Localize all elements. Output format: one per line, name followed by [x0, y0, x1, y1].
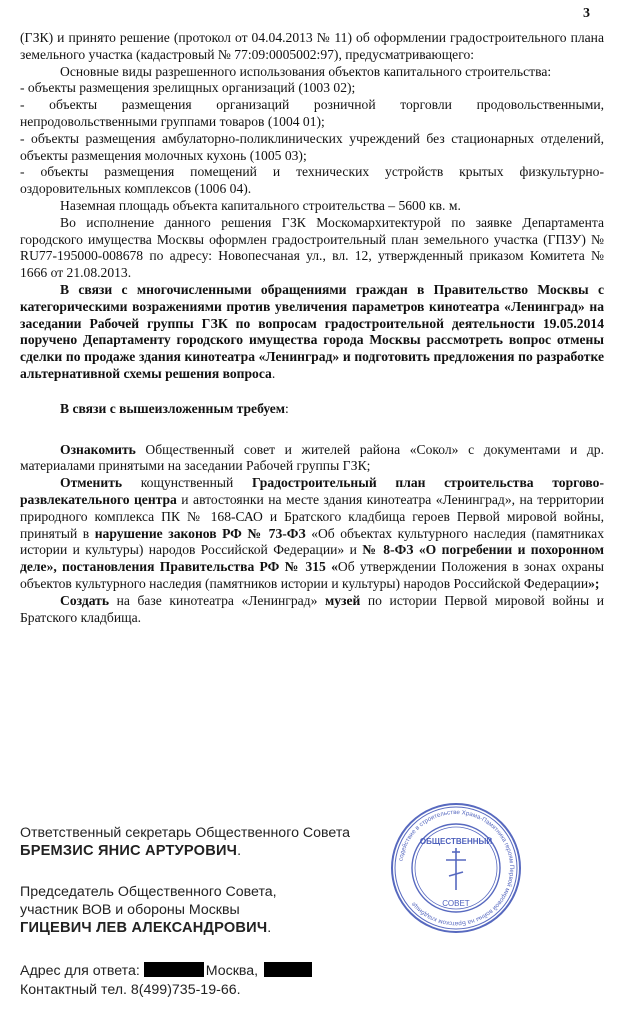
contact-phone: Контактный тел. 8(499)735-19-66.	[20, 982, 241, 998]
cross-icon	[446, 848, 466, 890]
chairman-title-line1: Председатель Общественного Совета,	[20, 884, 277, 900]
paragraph-gzk-decision: (ГЗК) и принято решение (протокол от 04.04.2013 № 11) об оформлении градостроительного плана земельного участка (кадастровый № 77:09:0005002:97), предусматривающего:	[20, 30, 604, 62]
council-stamp-icon	[388, 800, 524, 936]
paragraph-gpzu: Во исполнение данного решения ГЗК Москомархитектурой по заявке Департамента городского имущества Москвы оформлен градостроительный план земельного участка (ГПЗУ) № RU77-195000-008678 по адресу: Новопесчаная ул., вл. 12, утвержденный приказом Комитета № 1666 от 21.08.2013.	[20, 214, 604, 281]
stamp-bottom-text: СОВЕТ	[442, 899, 470, 908]
stamp-center-text: ОБЩЕСТВЕННЫЙ	[419, 837, 493, 846]
signature-secretary: Ответственный секретарь Общественного Совета БРЕМЗИС ЯНИС АРТУРОВИЧ.	[20, 825, 351, 859]
chairman-title-line2: участник ВОВ и обороны Москвы	[20, 902, 240, 918]
secretary-name: БРЕМЗИС ЯНИС АРТУРОВИЧ	[20, 843, 238, 859]
secretary-title: Ответственный секретарь Общественного Совета	[20, 825, 351, 841]
page-number: 3	[583, 6, 590, 21]
demand-familiarize: Ознакомить Общественный совет и жителей района «Сокол» с документами и др. материалами принятыми на заседании Рабочей группы ГЗК;	[20, 441, 604, 474]
list-item-entertainment: - объекты размещения зрелищных организаций (1003 02);	[20, 80, 356, 96]
reply-address: Адрес для ответа: Москва,	[20, 962, 312, 981]
paragraph-working-group: В связи с многочисленными обращениями граждан в Правительство Москвы с категорическими возражениями против увеличения параметров кинотеатра «Ленинград» на заседании Рабочей группы ГЗК по вопросам градостроительной деятельности 19.05.2014 поручено Департаменту городского имущества города Москвы рассмотреть вопрос отмены сделки по продаже здания кинотеатра «Ленинград» и подготовить предложения по разработке альтернативной схемы решения вопроса.	[20, 281, 604, 381]
paragraph-area: Наземная площадь объекта капитального строительства – 5600 кв. м.	[60, 197, 461, 213]
chairman-name: ГИЦЕВИЧ ЛЕВ АЛЕКСАНДРОВИЧ	[20, 920, 268, 936]
list-item-clinics: - объекты размещения амбулаторно-поликлинических учреждений без стационарных отделений, объекты размещения молочных кухонь (1005 03);	[20, 130, 604, 163]
demand-create-museum: Создать на базе кинотеатра «Ленинград» музей по истории Первой мировой войны и Братского кладбища.	[20, 592, 605, 625]
list-item-retail: - объекты размещения организаций розничной торговли продовольственными, непродовольственными группами товаров (1004 01);	[20, 97, 604, 129]
redacted-block	[144, 962, 204, 977]
demand-cancel-plan: Отменить кощунственный Градостроительный план строительства торгово-развлекательного центра и автостоянки на месте здания кинотеатра «Ленинград», на территории природного комплекса ПК № 168-САО и Братского кладбища героев Первой мировой войны, принятый в нарушение законов РФ № 73-ФЗ «Об объектах культурного наследия (памятниках истории и культуры) народов Российской Федерации» и № 8-ФЗ «О погребении и похоронном деле», постановления Правительства РФ № 315 «Об утверждении Положения в зонах охраны объектов культурного наследия (памятников истории и культуры) народов Российской Федерации»;	[20, 475, 604, 591]
signature-chairman: Председатель Общественного Совета, участник ВОВ и обороны Москвы ГИЦЕВИЧ ЛЕВ АЛЕКСАНДРОВИЧ.	[20, 884, 277, 936]
contact-block	[20, 962, 312, 1000]
paragraph-permitted-uses: Основные виды разрешенного использования объектов капитального строительства:	[60, 63, 552, 79]
working-group-bold-text: В связи с многочисленными обращениями граждан в Правительство Москвы с категорическими возражениями против увеличения параметров кинотеатра «Ленинград» на заседании Рабочей группы ГЗК по вопросам градостроительной деятельности 19.05.2014 поручено Департаменту городского имущества города Москвы рассмотреть вопрос отмены сделки по продаже здания кинотеатра «Ленинград» и подготовить предложения по разработке альтернативной схемы решения вопроса	[20, 281, 604, 381]
list-item-sports: - объекты размещения помещений и технических устройств крытых физкультурно-оздоровительных комплексов (1006 04).	[20, 164, 604, 197]
redacted-block	[264, 962, 312, 977]
letter-body	[20, 30, 604, 626]
demands-heading: В связи с вышеизложенным требуем:	[60, 400, 289, 416]
stamp-ring-text: содействие в строительстве Храма-Памятника героям Первой мировой войны на Братском кладбище	[397, 808, 516, 928]
